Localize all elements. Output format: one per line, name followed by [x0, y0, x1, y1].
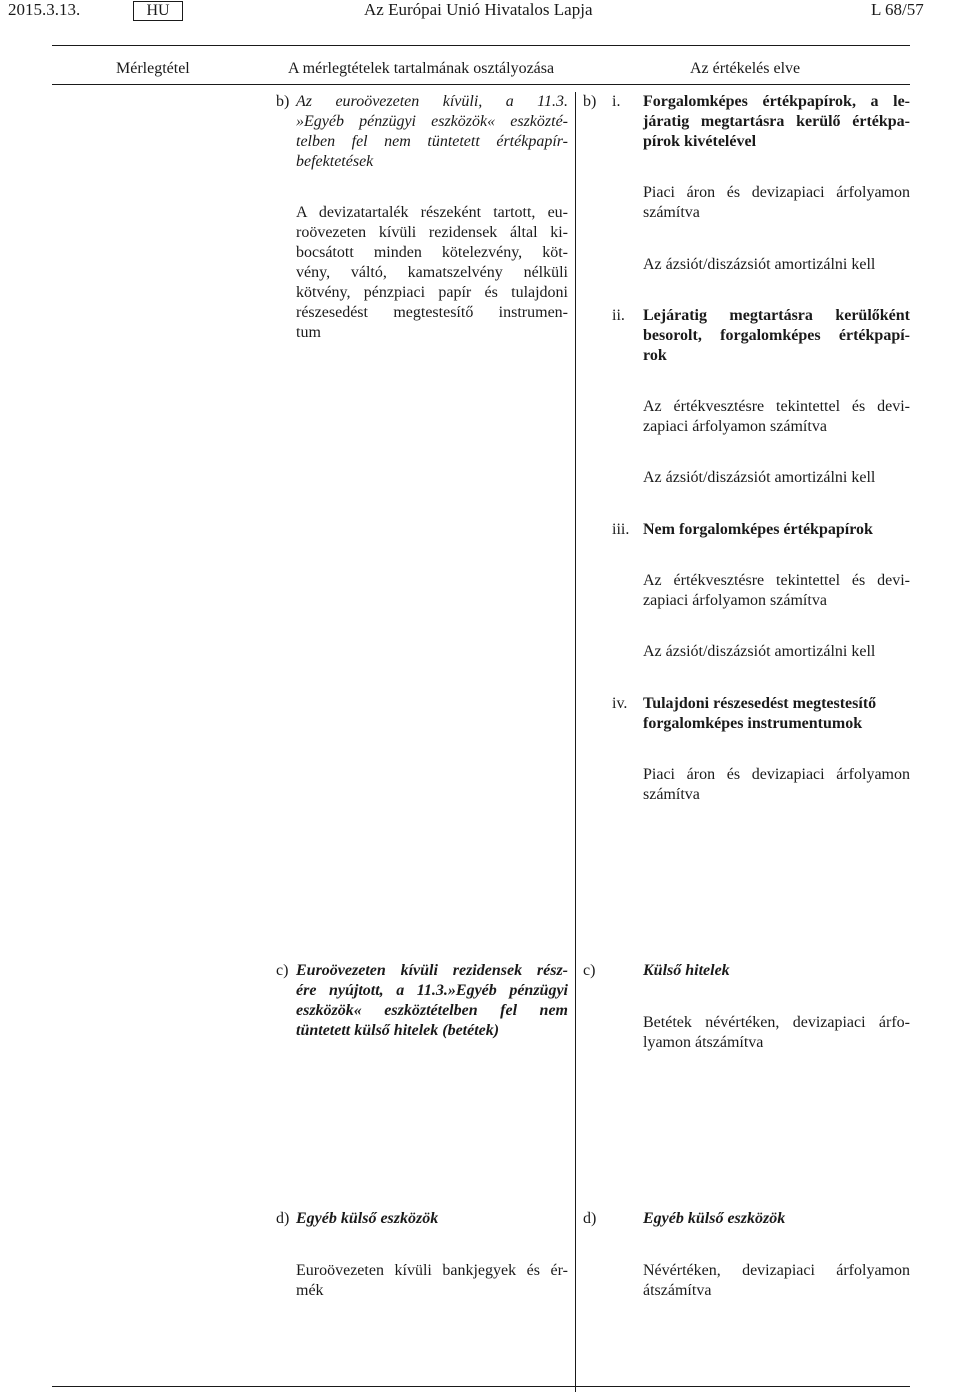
language-badge: HU — [133, 1, 183, 21]
publication-date: 2015.3.13. — [8, 0, 81, 19]
item-number: iv. — [612, 695, 628, 712]
section-d-right-letter: d) — [583, 1210, 597, 1227]
item-amortization: Az ázsiót/diszázsiót amortizálni kell — [643, 469, 876, 486]
section-c-title-line: tüntetett külső hitelek (betétek) — [296, 1022, 500, 1039]
column-header-item: Mérlegtétel — [116, 60, 190, 77]
section-c-right-desc-line: Betétek névértéken, devizapiaci árfo- — [643, 1014, 910, 1031]
item-title: Nem forgalomképes értékpapírok — [643, 521, 873, 538]
item-title-line: Tulajdoni részesedést megtestesítő — [643, 695, 877, 712]
section-d-description — [296, 1261, 568, 1301]
section-b-title-line: befektetések — [296, 153, 374, 170]
item-valuation — [643, 397, 910, 437]
table-header-rule — [52, 84, 910, 85]
item-title — [643, 92, 910, 152]
item-valuation — [643, 183, 910, 223]
section-b-desc-line: részesedést megtestesítő instrumen- — [296, 304, 568, 321]
item-valuation-line: zapiaci árfolyamon számítva — [643, 592, 827, 609]
item-valuation-line: Piaci áron és devizapiaci árfolyamon — [643, 766, 910, 783]
section-c-title-line: eszközök« eszköztételben fel nem — [296, 1002, 568, 1019]
item-title — [643, 306, 910, 366]
section-b-desc-line: roövezeten kívüli rezidensek által ki- — [296, 224, 568, 241]
column-header-classification: A mérlegtételek tartalmának osztályozása — [288, 60, 555, 77]
page-reference: L 68/57 — [871, 0, 924, 19]
section-d-right-desc-line: Névértéken, devizapiaci árfolyamon — [643, 1262, 910, 1279]
section-b-desc-line: vény, váltó, kamatszelvény nélküli — [296, 264, 568, 281]
item-valuation-line: Az értékvesztésre tekintettel és devi- — [643, 398, 910, 415]
item-title-line: rok — [643, 347, 667, 364]
item-valuation-line: zapiaci árfolyamon számítva — [643, 418, 827, 435]
column-divider — [575, 92, 576, 1392]
section-b-desc-line: bocsátott minden kötelezvény, köt- — [296, 244, 568, 261]
table-top-rule — [52, 45, 910, 46]
section-b-desc-line: tum — [296, 324, 321, 341]
item-amortization: Az ázsiót/diszázsiót amortizálni kell — [643, 256, 876, 273]
section-b-desc-line: kötvény, pénzpiaci papír és tulajdoni — [296, 284, 568, 301]
item-title-line: járatig megtartásra kerülő értékpa- — [643, 113, 910, 130]
item-title-line: pírok kivételével — [643, 133, 757, 150]
item-valuation-line: számítva — [643, 204, 700, 221]
section-b-title — [296, 92, 568, 172]
section-c-letter: c) — [276, 962, 289, 979]
item-valuation — [643, 765, 910, 805]
section-c-title-line: ére nyújtott, a 11.3.»Egyéb pénzügyi — [296, 982, 568, 999]
item-number: i. — [612, 93, 621, 110]
column-header-valuation: Az értékelés elve — [690, 60, 801, 77]
section-d-title: Egyéb külső eszközök — [296, 1210, 439, 1227]
item-number: ii. — [612, 307, 625, 324]
section-c-title-line: Euroövezeten kívüli rezidensek rész- — [296, 962, 568, 979]
item-valuation-line: Az értékvesztésre tekintettel és devi- — [643, 572, 910, 589]
table-bottom-rule — [52, 1386, 910, 1387]
section-b-letter: b) — [276, 93, 290, 110]
item-valuation-line: számítva — [643, 786, 700, 803]
section-d-right-title: Egyéb külső eszközök — [643, 1210, 786, 1227]
item-title-line: Forgalomképes értékpapírok, a le- — [643, 93, 910, 110]
item-amortization: Az ázsiót/diszázsiót amortizálni kell — [643, 643, 876, 660]
item-title-line: besorolt, forgalomképes értékpapí- — [643, 327, 910, 344]
item-title — [643, 694, 910, 734]
section-d-desc-line: Euroövezeten kívüli bankjegyek és ér- — [296, 1262, 568, 1279]
section-c-right-letter: c) — [583, 962, 596, 979]
section-d-right-description — [643, 1261, 910, 1301]
section-c-right-title: Külső hitelek — [643, 962, 730, 979]
section-b-right-letter: b) — [583, 93, 597, 110]
section-d-desc-line: mék — [296, 1282, 324, 1299]
item-valuation — [643, 571, 910, 611]
section-b-title-line: Az euroövezeten kívüli, a 11.3. — [296, 93, 568, 110]
section-b-desc-line: A devizatartalék részeként tartott, eu- — [296, 204, 568, 221]
section-d-letter: d) — [276, 1210, 290, 1227]
section-b-title-line: »Egyéb pénzügyi eszközök« eszközté- — [296, 113, 568, 130]
section-b-description — [296, 203, 568, 343]
item-title-line: Lejáratig megtartásra kerülőként — [643, 307, 910, 324]
journal-title: Az Európai Unió Hivatalos Lapja — [364, 0, 593, 19]
section-c-title — [296, 961, 568, 1041]
item-title-line: forgalomképes instrumentumok — [643, 715, 863, 732]
section-b-title-line: telben fel nem tüntetett értékpapír- — [296, 133, 568, 150]
section-c-right-desc-line: lyamon átszámítva — [643, 1034, 764, 1051]
section-c-right-description — [643, 1013, 910, 1053]
section-d-right-desc-line: átszámítva — [643, 1282, 712, 1299]
item-valuation-line: Piaci áron és devizapiaci árfolyamon — [643, 184, 910, 201]
item-number: iii. — [612, 521, 630, 538]
